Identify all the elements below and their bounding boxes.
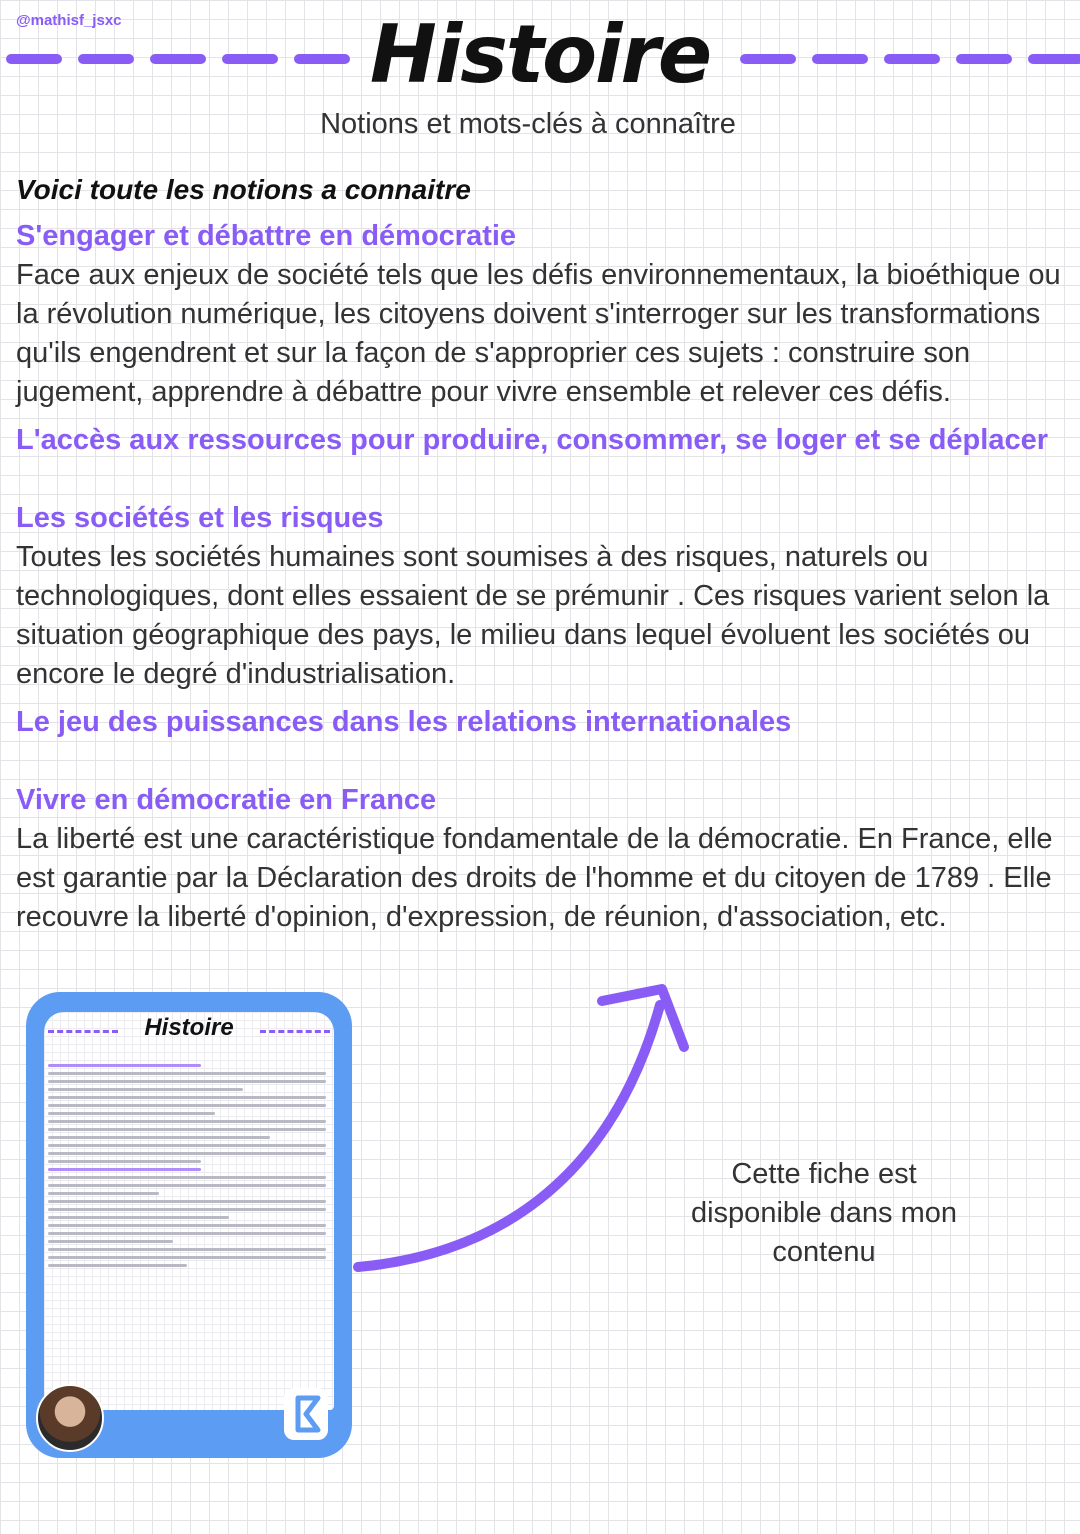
notes-content (16, 170, 1066, 945)
author-avatar (36, 1384, 104, 1452)
section-heading-risques: Les sociétés et les risques (16, 502, 384, 534)
intro-text: Voici toute les notions a connaitre (16, 174, 471, 205)
preview-card[interactable] (26, 992, 352, 1458)
availability-note: Cette fiche est disponible dans mon contenu (690, 1158, 957, 1268)
curved-arrow-icon (340, 975, 700, 1285)
preview-page-thumbnail (44, 1012, 334, 1410)
page-title: Histoire (369, 8, 711, 101)
section-text-democratie: Face aux enjeux de société tels que les défis environnementaux, la bioéthique ou la révolution numérique, les citoyens doivent s'interroger sur les transformations qu'ils engendrent et sur la façon de s'approprier ces sujets : construire son jugement, apprendre à débattre pour vivre ensemble et relever ces défis. (16, 259, 1061, 408)
app-logo-icon (284, 1388, 328, 1440)
section-heading-puissances: Le jeu des puissances dans les relations internationales (16, 706, 792, 738)
page-subtitle: Notions et mots-clés à connaître (320, 108, 736, 140)
section-heading-democratie: S'engager et débattre en démocratie (16, 220, 517, 252)
preview-text-lines (48, 1064, 326, 1272)
section-heading-ressources: L'accès aux ressources pour produire, consommer, se loger et se déplacer (16, 424, 1048, 456)
section-heading-vivre-democratie: Vivre en démocratie en France (16, 784, 437, 816)
section-text-vivre-democratie: La liberté est une caractéristique fondamentale de la démocratie. En France, elle est garantie par la Déclaration des droits de l'homme et du citoyen de 1789 . Elle recouvre la liberté d'opinion, d'expression, de réunion, d'association, etc. (16, 823, 1053, 933)
section-text-risques: Toutes les sociétés humaines sont soumises à des risques, naturels ou technologiques, dont elles essaient de se prémunir . Ces risques varient selon la situation géographique des pays, le milieu dans lequel évoluent les sociétés ou encore le degré d'industrialisation. (16, 541, 1050, 690)
preview-title: Histoire (144, 1014, 234, 1041)
author-handle: @mathisf_jsxc (16, 12, 122, 29)
